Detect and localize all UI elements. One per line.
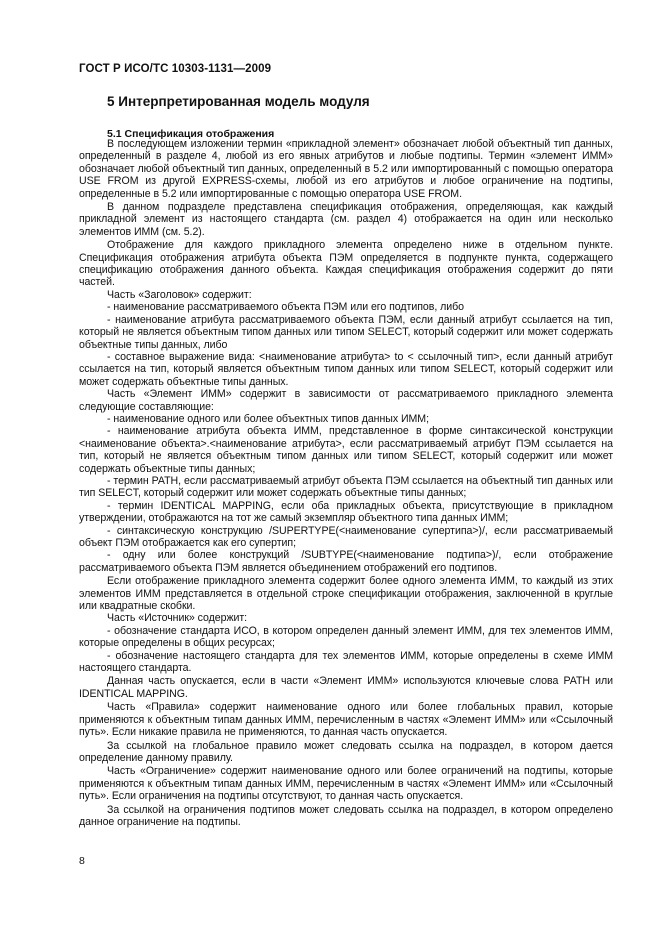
list-item: - одну или более конструкций /SUBTYPE(<наименование подтипа>)/, если отображение рассматриваемого объекта ПЭМ является объединением отображений его подтипов. bbox=[79, 549, 613, 574]
list-item: - составное выражение вида: <наименование атрибута> to < ссылочный тип>, если данный атрибут ссылается на тип, который является объектным типом данных или типом SELECT, который содержит или может содержать объектные типы данных. bbox=[79, 350, 613, 388]
paragraph: Часть «Источник» содержит: bbox=[107, 612, 248, 625]
paragraph: Данная часть опускается, если в части «Элемент ИММ» используются ключевые слова PATH или IDENTICAL MAPPING. bbox=[79, 675, 613, 700]
list-item: - наименование рассматриваемого объекта ПЭМ или его подтипов, либо bbox=[107, 301, 464, 314]
list-item: - наименование одного или более объектных типов данных ИММ; bbox=[107, 412, 429, 425]
list-item: - обозначение стандарта ИСО, в котором определен данный элемент ИММ, для тех элементов ИММ, которые определены в общих ресурсах; bbox=[79, 624, 613, 650]
list-item: - наименование атрибута объекта ИММ, представленное в форме синтаксической конструкции <наименование объекта>.<наименование атрибута>, если рассматриваемый атрибут ПЭМ ссылается на тип, который не является объектным типом данных или типом SELECT, который содержит или может содержать объектные типы данных; bbox=[79, 425, 613, 475]
paragraph: Часть «Заголовок» содержит: bbox=[107, 288, 252, 301]
body-text bbox=[79, 137, 613, 828]
paragraph: За ссылкой на глобальное правило может следовать ссылка на подраздел, в котором дается определение данному правилу. bbox=[79, 739, 613, 764]
paragraph: В данном подразделе представлена спецификация отображения, определяющая, как каждый прикладной элемент из настоящего стандарта (см. раздел 4) отображается на один или несколько элементов ИММ (см. 5.2). bbox=[79, 201, 613, 238]
subsection-heading: 5.1 Спецификация отображения bbox=[107, 128, 275, 140]
section-heading: 5 Интерпретированная модель модуля bbox=[107, 94, 370, 109]
list-item: - синтаксическую конструкцию /SUPERTYPE(<наименование супертипа>)/, если рассматриваемый объект ПЭМ отображается как его супертип; bbox=[79, 524, 613, 549]
paragraph: Часть «Элемент ИММ» содержит в зависимости от рассматриваемого прикладного элемента следующие составляющие: bbox=[79, 388, 613, 413]
paragraph: Часть «Правила» содержит наименование одного или более глобальных правил, которые применяются к объектным типам данных ИММ, перечисленным в частях «Элемент ИММ» или «Ссылочный путь». Если никакие правила не применяются, то данная часть опускается. bbox=[79, 701, 613, 739]
list-item: - термин IDENTICAL MAPPING, если оба прикладных объекта, присутствующие в прикладном утверждении, отображаются на тот же самый экземпляр объектного типа данных ИММ; bbox=[79, 499, 613, 525]
paragraph: В последующем изложении термин «прикладной элемент» обозначает любой объектный тип данных, определенный в разделе 4, любой из его явных атрибутов и любые подтипы. Термин «элемент ИММ» обозначает любой объектный тип данных, определенный в 5.2 или импортированный с помощью оператора USE FROM из другой EXPRESS-схемы, любой из его атрибутов и любое ограничение на подтипы, определенные в 5.2 или импортированные с помощью оператора USE FROM. bbox=[79, 138, 613, 200]
list-item: - обозначение настоящего стандарта для тех элементов ИММ, которые определены в схеме ИММ настоящего стандарта. bbox=[79, 649, 613, 675]
page-number: 8 bbox=[79, 855, 85, 867]
paragraph: Если отображение прикладного элемента содержит более одного элемента ИММ, то каждый из этих элементов ИММ представляется в отдельной строке спецификации отображения, заключенной в круглые или квадратные скобки. bbox=[79, 575, 613, 613]
list-item: - наименование атрибута рассматриваемого объекта ПЭМ, если данный атрибут ссылается на тип, который не является объектным типом данных или типом SELECT, который содержит или может содержать объектные типы данных, либо bbox=[79, 313, 613, 351]
document-header: ГОСТ Р ИСО/ТС 10303-1131—2009 bbox=[79, 63, 272, 75]
paragraph: За ссылкой на ограничения подтипов может следовать ссылка на подраздел, в котором определено данное ограничение на подтипы. bbox=[79, 803, 613, 828]
paragraph: Часть «Ограничение» содержит наименование одного или более ограничений на подтипы, которые применяются к объектным типам данных ИММ, перечисленным в частях «Элемент ИММ» или «Ссылочный путь». Если ограничения на подтипы отсутствуют, то данная часть опускается. bbox=[79, 765, 613, 803]
list-item: - термин PATH, если рассматриваемый атрибут объекта ПЭМ ссылается на объектный тип данных или тип SELECT, который содержит или может содержать объектные типы данных; bbox=[79, 474, 613, 500]
paragraph: Отображение для каждого прикладного элемента определено ниже в отдельном пункте. Спецификация отображения атрибута объекта ПЭМ определяется в подпункте пункта, содержащего спецификацию отображения данного объекта. Каждая спецификация отображения содержит до пяти частей. bbox=[79, 239, 613, 289]
